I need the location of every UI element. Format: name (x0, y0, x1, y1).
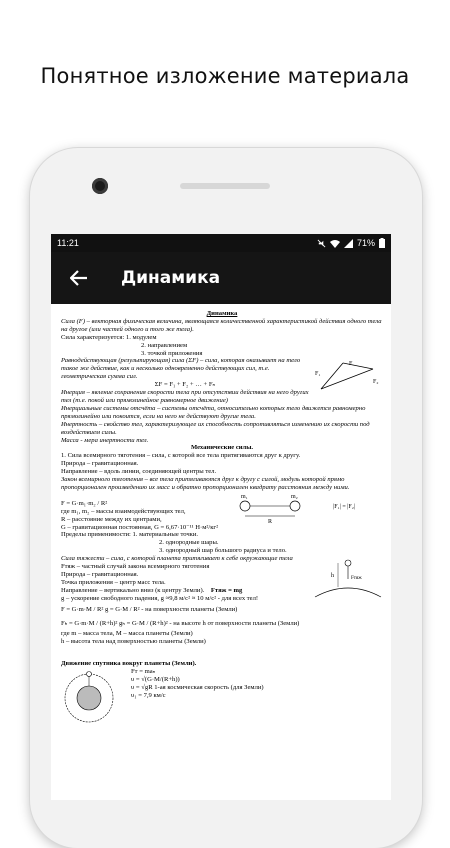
applicability-2: 2. однородные шары. (159, 539, 219, 547)
mass-legend: где m – масса тела, M – масса планеты (Земли) (61, 630, 193, 638)
applicability-1: Пределы применимости: 1. материальные точки. (61, 531, 199, 539)
paragraph-inertial-frames: Инерциальные системы отсчёта – системы отсчёта, относительно которых тело движется равномерно прямолинейно или покоится, если на него не действуют другие тела. (61, 404, 366, 420)
paragraph-inertness: Инертность – свойство тел, характеризующее их способность сопротивляться изменению их скорости под воздействием силы. (61, 420, 370, 436)
resultant-formula: ΣF = F₁ + F₂ + … + Fₙ (154, 381, 216, 389)
weight-formula: Fтяж = mg (210, 586, 243, 594)
first-cosmic-value: υ₁ = 7,9 км/с (131, 691, 166, 699)
battery-icon (379, 238, 385, 248)
paragraph-force: Сила (F) – векторная физическая величина, являющаяся количественной характеристикой действия одного тела на другое (или частей одного и того же тела). (61, 317, 382, 333)
mute-icon (317, 239, 326, 248)
force-sum-diagram (313, 357, 383, 397)
gravity-masses: где m₁, m₂ – массы взаимодействующих тел, (61, 507, 186, 515)
applicability-3: 3. однородный шар большого радиуса и тело. (159, 547, 287, 555)
headline: Понятное изложение материала (40, 64, 410, 88)
gravity-heading: 1. Сила всемирного тяготения – сила, с которой все тела притягиваются друг к другу. (61, 452, 301, 460)
weight-nature: Природа – гравитационная. (61, 571, 139, 578)
back-button[interactable] (69, 268, 89, 288)
battery-percent: 71% (356, 238, 375, 248)
weight-direction-text: Направление – вертикально вниз (к центру Земли). (61, 586, 205, 594)
wifi-icon (330, 239, 340, 248)
weight-point: Точка приложения – центр масс тела. (61, 578, 166, 586)
gravity-height-diagram (313, 555, 383, 599)
fig-m1-label: m₁ (241, 493, 248, 500)
first-cosmic-speed: υ = √gR 1-ая космическая скорость (для Земли) (131, 683, 264, 691)
gravity-formula: F = G·m₁·m₂ / R² (61, 499, 108, 507)
document-page (51, 304, 391, 700)
height-legend: h – высота тела над поверхностью планеты (Земли) (61, 638, 206, 646)
fig-m2-label: m₂ (291, 493, 298, 500)
app-bar (51, 252, 391, 304)
fig-h-label: h (331, 573, 334, 580)
height-formulas: Fₕ = G·m·M / (R+h)² gₕ = G·M / (R+h)² - на высоте h от поверхности планеты (Земли) (61, 619, 300, 627)
surface-formulas: F = G·m·M / R² g = G·M / R² - на поверхности планеты (Земли) (61, 605, 238, 613)
fig-F1-label: F₁ (315, 371, 321, 378)
paragraph-inertia: Инерция – явление сохранения скорости тела при отсутствии действия на него других тел (т.е. покой или прямолинейное равномерное движение) (61, 389, 309, 404)
doc-title: Динамика (206, 310, 238, 317)
signal-icon (344, 239, 353, 248)
force-trait-2: 2. направлением (141, 341, 188, 349)
camera (92, 178, 108, 194)
force-traits: Сила характеризуется: 1. модулем (61, 333, 157, 341)
paragraph-mass: Масса - мера инертности тел. (61, 436, 149, 444)
gravity-distance: R – расстояние между их центрами, (61, 515, 162, 523)
fig-F2-label: F₂ (373, 379, 379, 386)
fig-R-label: R (268, 518, 273, 525)
satellite-speed: υ = √(G·M/(R+h)) (131, 676, 180, 684)
force-trait-3: 3. точкой приложения (141, 349, 203, 357)
phone-screen (51, 234, 391, 800)
fig-Ftyazh-label: Fтяж (351, 576, 362, 582)
satellite-orbit-diagram (61, 668, 119, 728)
status-bar (51, 234, 391, 252)
gravity-direction: Направление – вдоль линии, соединяющей центры тел. (61, 468, 217, 476)
app-title: Динамика (121, 268, 221, 288)
weight-special-case: Fтяж – частный случай закона всемирного тяготения (61, 563, 210, 571)
satellite-heading: Движение спутника вокруг планеты (Земли). (61, 660, 197, 668)
satellite-force: Fт = maₙ (131, 668, 156, 676)
gravity-nature: Природа – гравитационная. (61, 460, 139, 468)
fig-equal-forces: |F₁| = |F₂| (333, 503, 356, 510)
paragraph-resultant: Равнодействующая (результирующая) сила (ΣF) – сила, которая оказывает на тело такое же действие, как и несколько одновременно действующих сил, т.е. геометрическая сумма сил. (61, 357, 301, 381)
status-time: 11:21 (57, 238, 79, 248)
arrow-left-icon (70, 270, 88, 286)
weight-heading: Сила тяжести – сила, с которой планета притягивает к себе окружающие тела (61, 555, 293, 563)
gravity-constant: G – гравитационная постоянная, G = 6,67·10⁻¹¹ Н·м²/кг² (61, 523, 219, 531)
free-fall: g – ускорение свободного падения, g ≈9,8 м/с² ≈ 10 м/с² - для всех тел! (61, 594, 259, 602)
two-masses-diagram (233, 492, 383, 526)
fig-F-label: F (349, 361, 353, 368)
section-heading: Механические силы. (190, 444, 254, 452)
status-icons (317, 238, 385, 248)
gravity-law: Закон всемирного тяготения – все тела притягиваются друг к другу с силой, модуль которой прямо пропорционален произведению их масс и обратно пропорционален квадрату расстояния между ними. (61, 476, 350, 491)
speaker-grille (180, 183, 270, 189)
